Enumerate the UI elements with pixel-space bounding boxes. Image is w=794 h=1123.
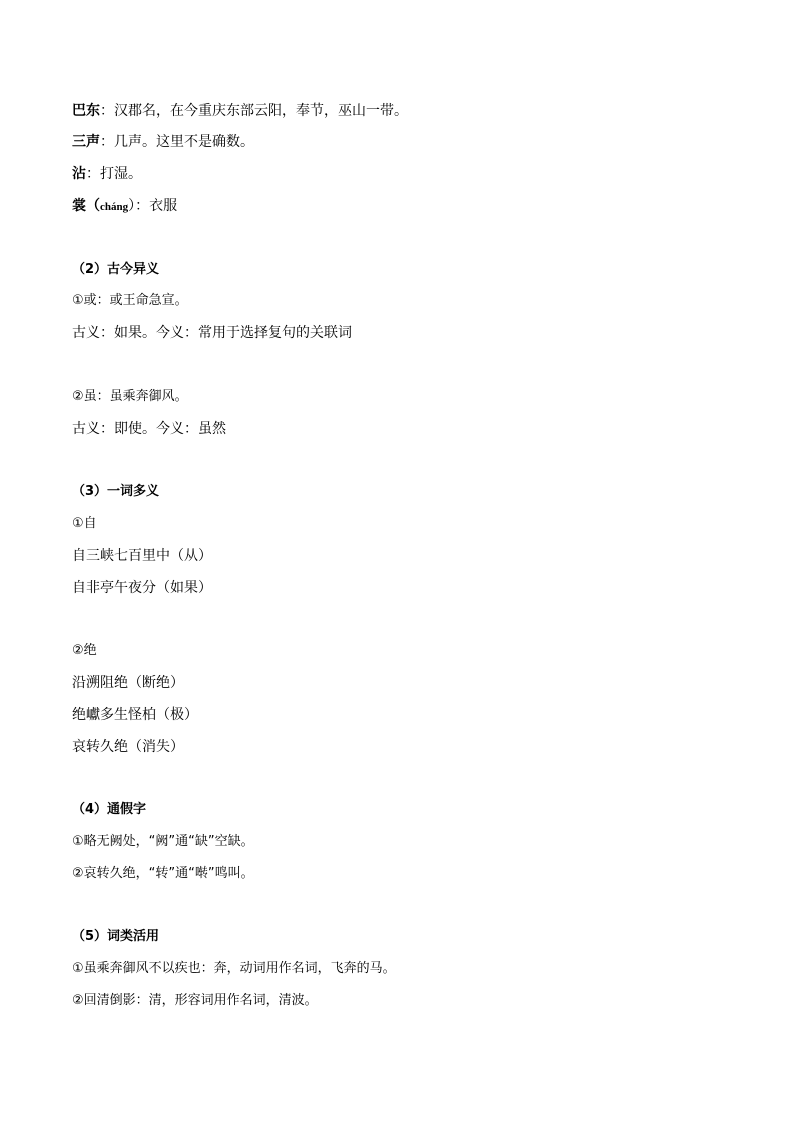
glossary-definition: ）：衣服: [128, 198, 178, 214]
glossary-shang: [72, 196, 177, 217]
list-item: 古义：即使。今义：虽然: [72, 421, 226, 437]
glossary-sansheng: [72, 132, 254, 152]
glossary-pinyin: cháng: [100, 201, 129, 213]
section-heading-yici-duoyi: （3）一词多义: [72, 484, 160, 499]
glossary-badong: [72, 101, 408, 121]
glossary-term: 巴东: [72, 103, 100, 119]
list-item: 古义：如果。今义：常用于选择复句的关联词: [72, 325, 352, 341]
glossary-term: 三声: [72, 134, 100, 150]
list-item: ①略无阙处，“阙”通“缺”空缺。: [72, 834, 254, 849]
list-item: ②虽：虽乘奔御风。: [72, 389, 188, 404]
list-item: ①或：或王命急宣。: [72, 293, 188, 308]
list-item: ①虽乘奔御风不以疾也：奔，动词用作名词，飞奔的马。: [72, 961, 396, 976]
glossary-term: 沾: [72, 166, 86, 182]
list-item: ②哀转久绝，“转”通“啭”鸣叫。: [72, 866, 254, 881]
list-item: ①自: [72, 516, 97, 531]
list-item: 自三峡七百里中（从）: [72, 548, 212, 564]
glossary-definition: ：汉郡名，在今重庆东部云阳，奉节，巫山一带。: [100, 103, 408, 119]
list-item: ②回清倒影：清，形容词用作名词，清波。: [72, 993, 318, 1008]
list-item: ②绝: [72, 643, 97, 658]
list-item: 哀转久绝（消失）: [72, 739, 184, 755]
list-item: 沿溯阻绝（断绝）: [72, 675, 184, 691]
glossary-term: 裳（: [72, 198, 100, 214]
section-heading-gujin-yiyi: （2）古今异义: [72, 262, 160, 277]
glossary-zhan: [72, 164, 142, 184]
glossary-definition: ：几声。这里不是确数。: [100, 134, 254, 150]
list-item: 绝巘多生怪柏（极）: [72, 707, 198, 723]
section-heading-tongjiazi: （4）通假字: [72, 802, 147, 817]
glossary-definition: ：打湿。: [86, 166, 142, 182]
section-heading-cilei-huoyong: （5）词类活用: [72, 929, 160, 944]
list-item: 自非亭午夜分（如果）: [72, 580, 212, 596]
